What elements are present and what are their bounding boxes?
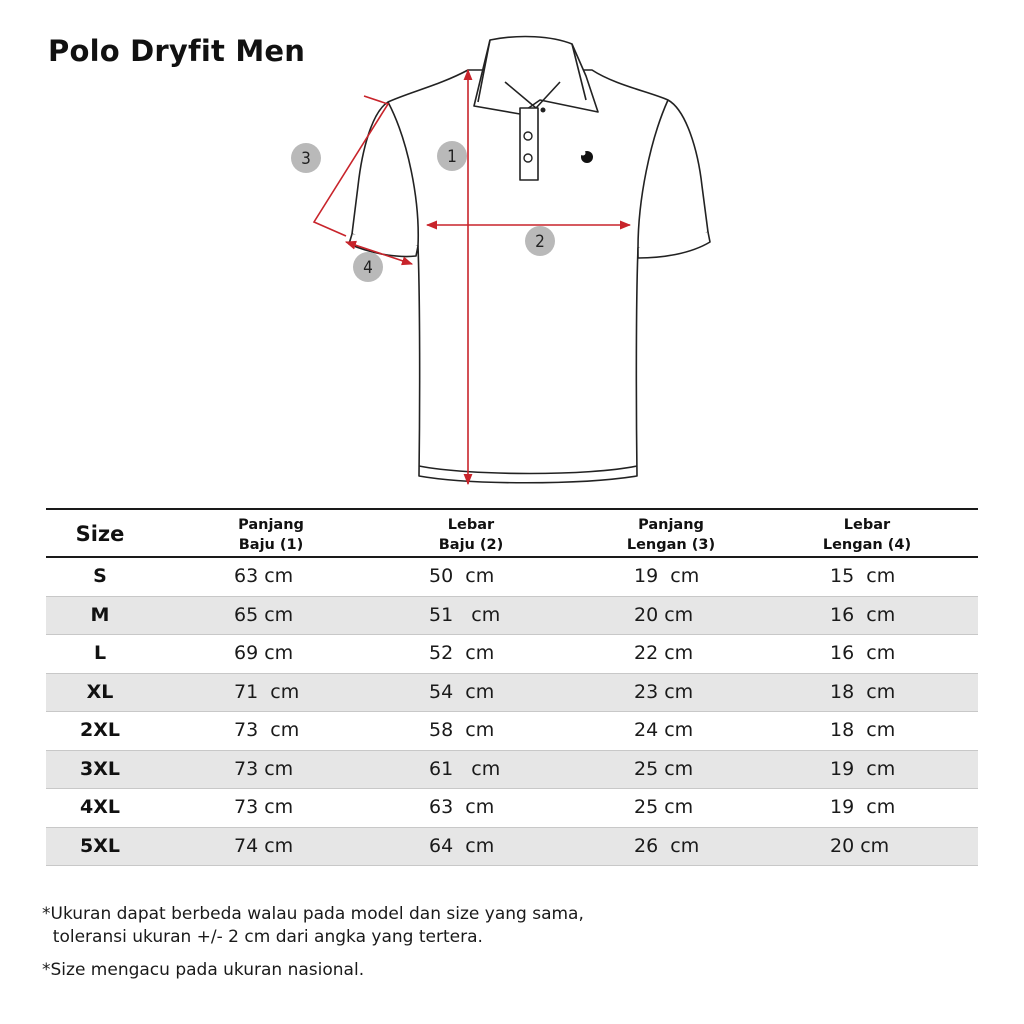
header-col-2: Lebar Baju (2) [438, 517, 504, 553]
svg-text:2: 2 [535, 232, 545, 252]
svg-text:4: 4 [363, 258, 373, 278]
table-row: 2XL 73 cm 58 cm 24 cm 18 cm [46, 712, 978, 751]
note-national-size: *Size mengacu pada ukuran nasional. [42, 960, 365, 980]
header-col-1: Panjang Baju (1) [238, 517, 304, 553]
header-col-4: Lebar Lengan (4) [822, 517, 912, 553]
badge-2 [525, 226, 555, 256]
table-row: XL 71 cm 54 cm 23 cm 18 cm [46, 674, 978, 713]
svg-text:3: 3 [301, 149, 311, 169]
header-size: Size [75, 522, 125, 546]
table-row: S 63 cm 50 cm 19 cm 15 cm [46, 558, 978, 597]
button-icon [524, 154, 532, 162]
page-title: Polo Dryfit Men [48, 34, 306, 68]
table-header [46, 510, 978, 558]
svg-text:1: 1 [447, 147, 457, 167]
table-row: L 69 cm 52 cm 22 cm 16 cm [46, 635, 978, 674]
shirt-outline [349, 37, 710, 483]
table-row: M 65 cm 51 cm 20 cm 16 cm [46, 597, 978, 636]
size-table [46, 508, 978, 866]
badge-3 [291, 143, 321, 173]
button-icon [524, 132, 532, 140]
header-col-3: Panjang Lengan (3) [626, 517, 716, 553]
badge-1 [437, 141, 467, 171]
note-tolerance-cont: toleransi ukuran +/- 2 cm dari angka yang tertera. [42, 927, 483, 947]
note-tolerance: *Ukuran dapat berbeda walau pada model dan size yang sama, [42, 904, 584, 924]
button-icon [541, 108, 546, 113]
table-row: 4XL 73 cm 63 cm 25 cm 19 cm [46, 789, 978, 828]
table-row: 5XL 74 cm 64 cm 26 cm 20 cm [46, 828, 978, 867]
polo-shirt-diagram [0, 0, 1024, 500]
badge-4 [353, 252, 383, 282]
table-row: 3XL 73 cm 61 cm 25 cm 19 cm [46, 751, 978, 790]
